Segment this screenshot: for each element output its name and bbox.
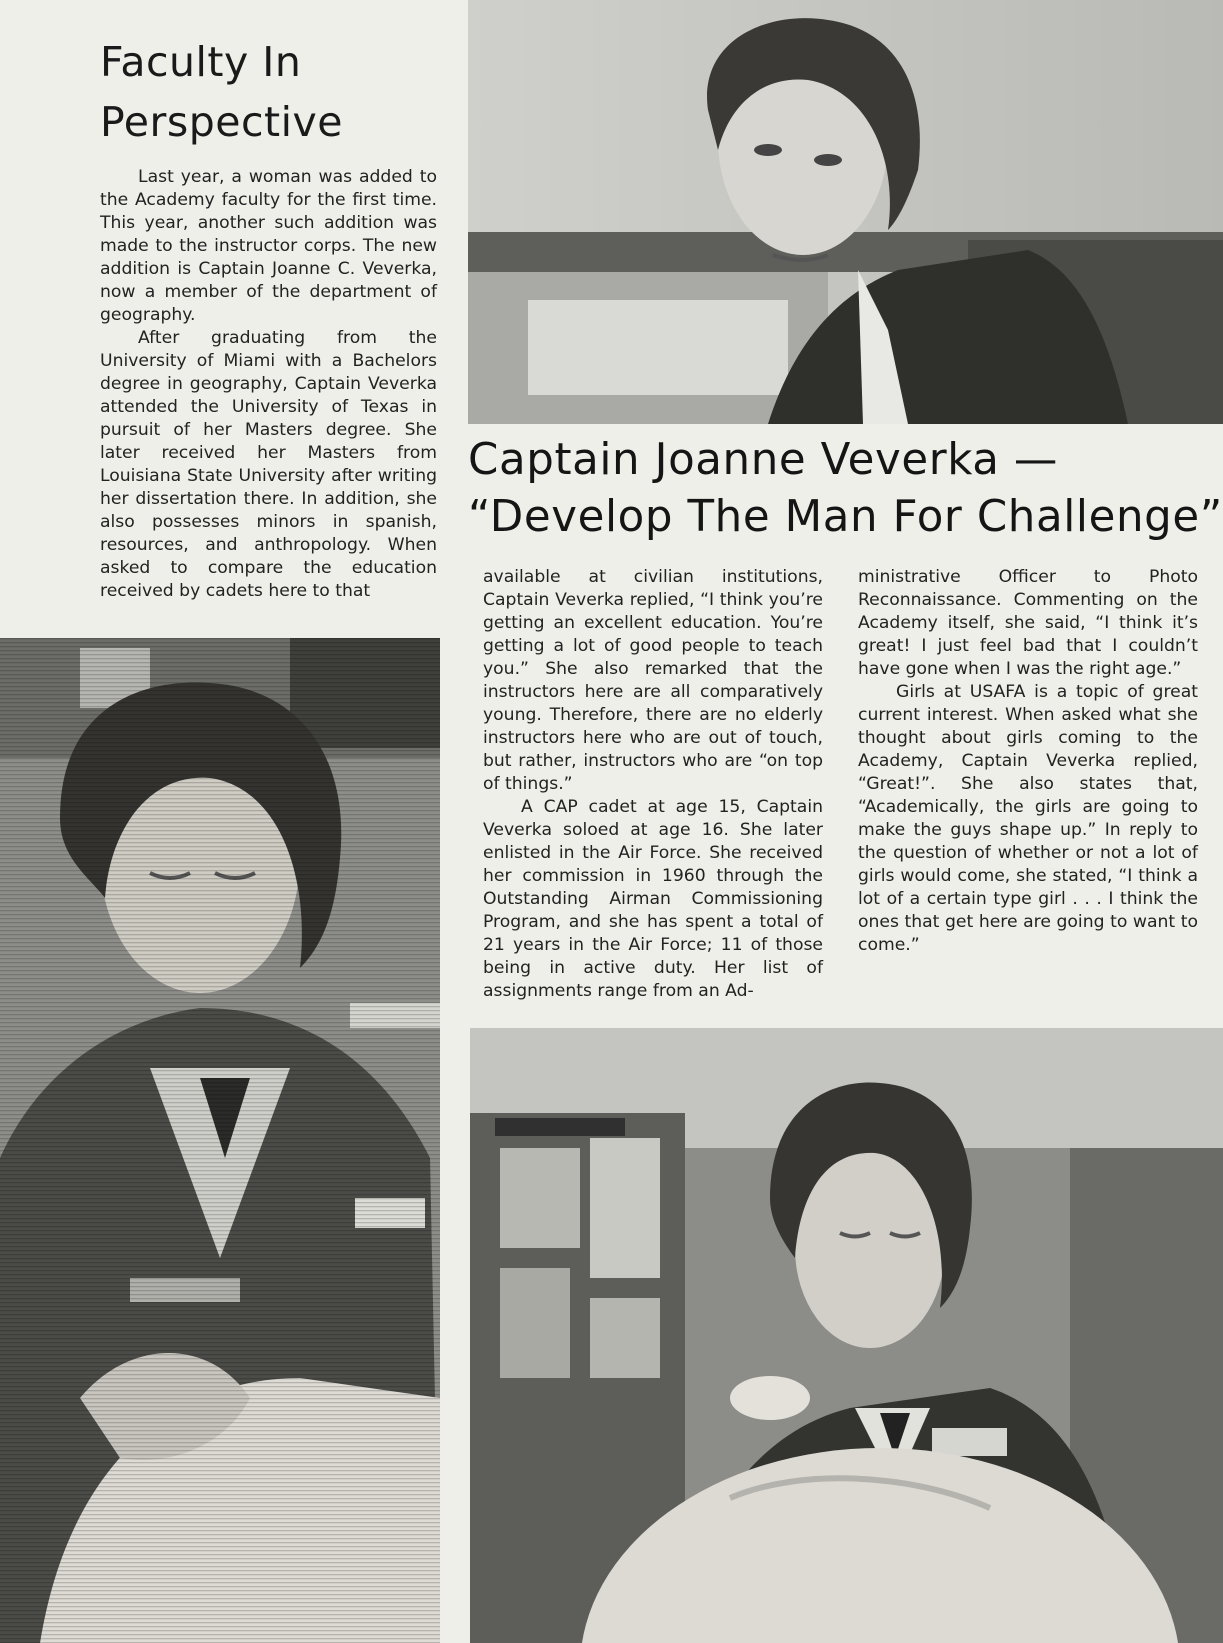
section-title-line-1: Faculty In	[100, 38, 302, 86]
section-title-line-2: Perspective	[100, 98, 343, 146]
headline-line-2: “Develop The Man For Challenge”	[468, 492, 1223, 542]
headline	[468, 432, 1223, 546]
globe-photo	[470, 1028, 1223, 1643]
reading-photo	[0, 638, 440, 1643]
section-title	[100, 32, 440, 152]
middle-paragraph-2: A CAP cadet at age 15, Captain Veverka soloed at age 16. She later enlisted in the Air Force. She received her commission in 1960 through the Outstanding Airman Commissioning Program, and she has spent a total of 21 years in the Air Force; 11 of those being in active duty. Her list of assignments range from an Ad-	[483, 797, 823, 1001]
right-paragraph-1: ministrative Officer to Photo Reconnaissance. Commenting on the Academy itself, she said, “I think it’s great! I just feel bad that I couldn’t have gone when I was the right age.”	[858, 567, 1198, 679]
top-portrait-photo	[468, 0, 1223, 424]
intro-paragraph-1: Last year, a woman was added to the Academy faculty for the first time. This year, another such addition was made to the instructor corps. The new addition is Captain Joanne C. Veverka, now a member of the department of geography.	[100, 167, 437, 325]
middle-paragraph-1: available at civilian institutions, Captain Veverka replied, “I think you’re getting an excellent education. You’re getting a lot of good people to teach you.” She also remarked that the instructors here are all comparatively young. Therefore, there are no elderly instructors here who are out of touch, but rather, instructors who are “on top of things.”	[483, 567, 823, 794]
headline-line-1: Captain Joanne Veverka —	[468, 435, 1059, 485]
right-column	[858, 566, 1198, 957]
intro-column	[100, 166, 437, 603]
middle-column	[483, 566, 823, 1003]
intro-paragraph-2: After graduating from the University of Miami with a Bachelors degree in geography, Captain Veverka attended the University of Texas in pursuit of her Masters degree. She later received her Masters from Louisiana State University after writing her dissertation there. In addition, she also possesses minors in spanish, resources, and anthropology. When asked to compare the education received by cadets here to that	[100, 328, 437, 601]
right-paragraph-2: Girls at USAFA is a topic of great current interest. When asked what she thought about girls coming to the Academy, Captain Veverka replied, “Great!”. She also states that, “Academically, the girls are going to make the guys shape up.” In reply to the question of whether or not a lot of girls would come, she stated, “I think a lot of a certain type girl . . . I think the ones that get here are going to want to come.”	[858, 682, 1198, 955]
